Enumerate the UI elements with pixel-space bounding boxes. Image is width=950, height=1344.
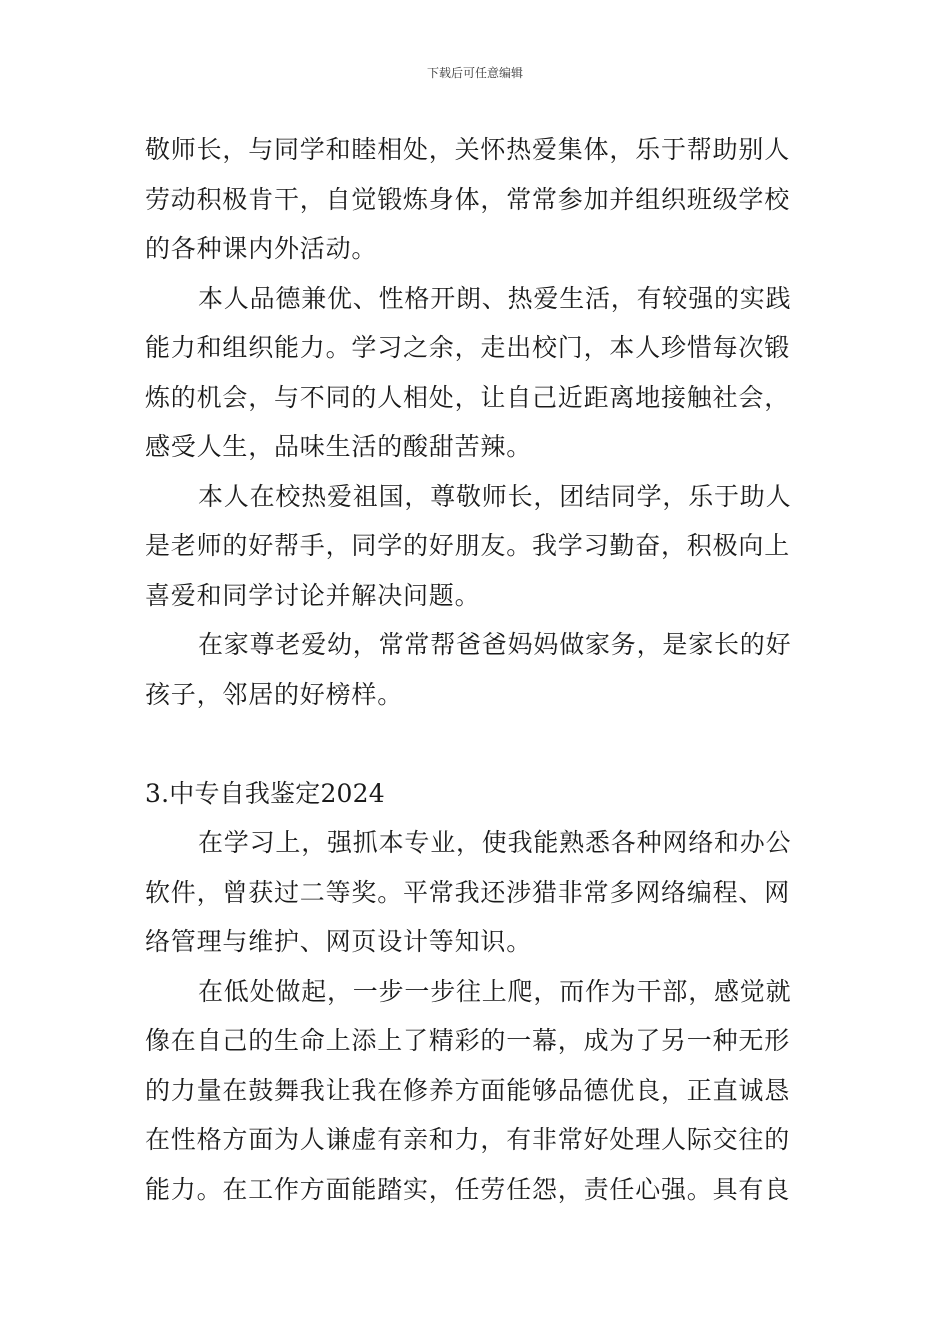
paragraph-home: 在家尊老爱幼，常常帮爸爸妈妈做家务，是家长的好孩子，邻居的好榜样。 [145, 630, 792, 709]
section-heading: 3.中专自我鉴定2024 [145, 778, 385, 808]
paragraph-continuation: 敬师长，与同学和睦相处，关怀热爱集体，乐于帮助别人劳动积极肯干，自觉锻炼身体，常常参加并组织班级学校的各种课内外活动。 [145, 135, 791, 263]
paragraph-work: 在低处做起，一步一步往上爬，而作为干部，感觉就像在自己的生命上添上了精彩的一幕，成为了另一种无形的力量在鼓舞我让我在修养方面能够品德优良，正直诚恳在性格方面为人谦虚有亲和力，有非常好处理人际交往的能力。在工作方面能踏实，任劳任怨，责任心强。具有良 [145, 976, 792, 1204]
paragraph-school: 本人在校热爱祖国，尊敬师长，团结同学，乐于助人是老师的好帮手，同学的好朋友。我学习勤奋，积极向上喜爱和同学讨论并解决问题。 [145, 481, 792, 610]
document-body [145, 125, 815, 1214]
paragraph-study: 在学习上，强抓本专业，使我能熟悉各种网络和办公软件，曾获过二等奖。平常我还涉猎非常多网络编程、网络管理与维护、网页设计等知识。 [145, 828, 792, 956]
section-spacer [145, 719, 815, 769]
page-header: 下载后可任意编辑 [426, 66, 523, 80]
paragraph-character: 本人品德兼优、性格开朗、热爱生活，有较强的实践能力和组织能力。学习之余，走出校门，本人珍惜每次锻炼的机会，与不同的人相处，让自己近距离地接触社会，感受人生，品味生活的酸甜苦辣。 [145, 283, 792, 461]
